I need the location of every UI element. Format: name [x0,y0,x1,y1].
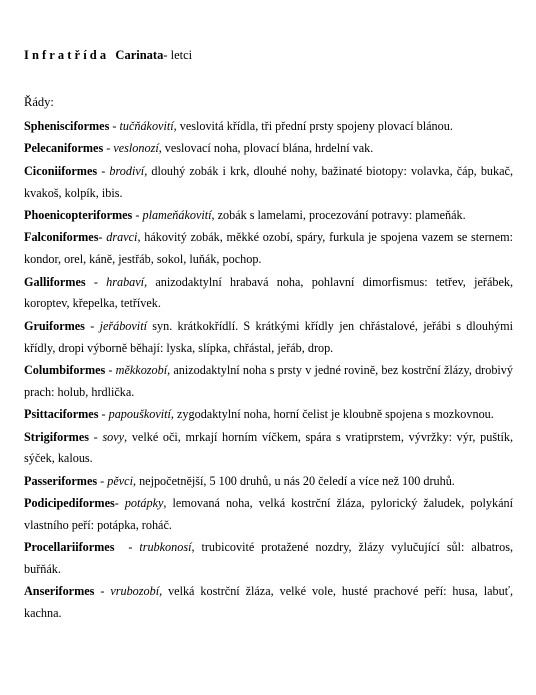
heading-rest: - letci [163,48,193,62]
order-separator: - [84,318,100,333]
order-description: , veslovitá křídla, tři přední prsty spojeny plovací blánou. [173,119,453,133]
order-description: , zygodaktylní noha, horní čelist je kloubně spojena s mozkovnou. [170,407,494,422]
order-czech-name: dravci [106,230,138,245]
order-czech-name: potápky [124,496,164,511]
order-czech-name: veslonozí [113,141,159,156]
order-separator: - [85,274,107,289]
order-description: , trubicovité protažené nozdry, žlázy vylučující sůl: albatros, buřňák. [24,540,513,577]
order-czech-name: tučňákovití [119,119,174,133]
document-heading [24,48,192,63]
order-czech-name: brodiví [109,163,145,178]
order-separator: - [103,141,114,156]
order-entry [24,138,513,160]
order-name: Falconiformes [24,230,99,245]
order-description: , dlouhý zobák i krk, dlouhé nohy, bažinaté biotopy: volavka, čáp, bukač, kvakoš, kolpík, ibis. [24,163,513,200]
order-separator: - [98,230,107,245]
order-separator: - [94,584,111,599]
order-separator: - [109,119,120,133]
order-description: , lemovaná noha, velká kostrční žláza, pylorický žaludek, polykání vlastního peří: potápka, roháč. [24,496,513,532]
order-description: , nejpočetnější, 5 100 druhů, u nás 20 čeledí a více než 100 druhů. [132,473,455,488]
order-czech-name: jeřábovití [99,318,147,333]
order-name: Columbiformes [24,362,106,377]
order-entry [24,404,513,426]
order-description: syn. krátkokřídlí. S krátkými křídly jen chřástalové, jeřábi s dlouhými křídly, dropi výborně běhají: lyska, slípka, chřástal, jeřáb, drop. [24,318,514,355]
order-czech-name: vrubozobí [110,584,160,599]
order-separator: - [97,163,110,178]
order-name: Strigiformes [24,429,89,444]
order-entry [24,581,513,625]
order-description: , anizodaktylní hrabavá noha, pohlavní dimorfismus: tetřev, jeřábek, koroptev, křepelka, tetřívek. [24,274,513,311]
order-entry [24,227,513,271]
heading-infratrida: Infratřída [24,48,110,62]
order-name: Gruiformes [24,318,85,333]
order-name: Phoenicopteriformes [24,207,133,222]
order-entry [24,360,513,404]
section-label-orders: Řády: [24,95,54,109]
order-separator: - [98,407,109,422]
order-description: , veslovací noha, plovací blána, hrdelní vak. [158,141,374,156]
order-separator: - [114,496,125,511]
order-czech-name: plameňákovití [142,207,212,222]
order-name: Pelecaniformes [24,141,104,156]
order-separator: - [114,540,140,555]
orders-list [24,116,513,626]
order-name: Podicipediformes [24,496,115,511]
order-entry [24,427,513,471]
order-description: , zobák s lamelami, procezování potravy: plameňák. [211,207,466,222]
order-separator: - [97,473,108,488]
order-entry [24,272,513,316]
order-description: , anizodaktylní noha s prsty v jedné rovině, bez kostrční žlázy, drobivý prach: holub, hrdlička. [24,362,513,399]
order-czech-name: měkkozobí [115,362,168,377]
order-name: Galliformes [24,274,86,289]
order-entry [24,493,513,537]
order-entry [24,471,513,493]
order-separator: - [105,362,116,377]
order-description: , velká kostrční žláza, velké vole, husté prachové peří: husa, labuť, kachna. [24,584,513,621]
order-czech-name: hrabaví [106,274,145,289]
order-name: Psittaciformes [24,407,99,422]
order-czech-name: trubkonosí [139,540,192,555]
order-czech-name: papouškovití [108,407,171,422]
order-entry [24,161,513,205]
order-entry [24,316,513,360]
order-name: Anseriformes [24,584,95,599]
order-description: , velké oči, mrkají horním víčkem, spára s vratiprstem, vývržky: výr, puštík, sýček, kalous. [24,429,514,466]
order-separator: - [132,207,143,222]
order-entry [24,116,513,138]
order-separator: - [88,429,103,444]
order-czech-name: pěvci [107,473,133,488]
order-czech-name: sovy [102,429,125,444]
order-name: Ciconiiformes [24,163,98,178]
heading-carinata: Carinata [115,48,164,62]
order-name: Procellariiformes [24,540,115,555]
order-entry [24,205,513,227]
order-name: Passeriformes [24,473,98,488]
order-description: , hákovitý zobák, měkké ozobí, spáry, furkula je spojena vazem se sternem: kondor, orel, káně, jestřáb, sokol, luňák, pochop. [24,230,514,267]
order-name: Sphenisciformes [24,119,110,133]
order-entry [24,537,513,581]
